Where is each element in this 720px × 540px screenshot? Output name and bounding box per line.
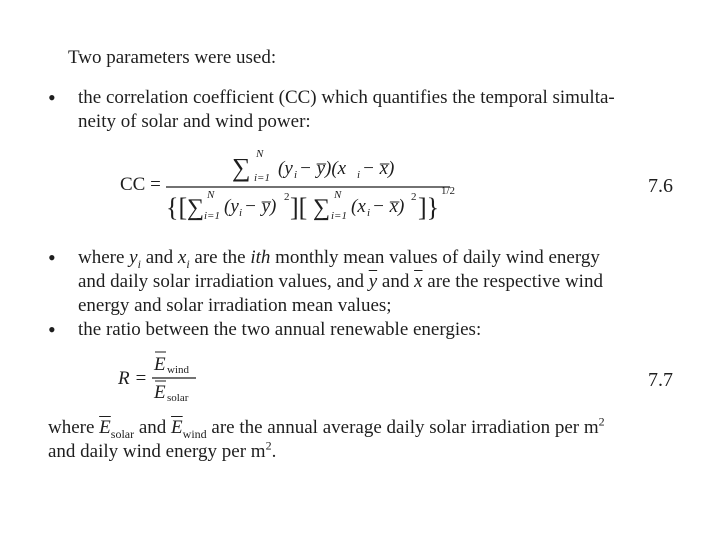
eq76-number: 7.6 [648, 175, 673, 197]
eq76-num-sub-i: i [294, 169, 298, 181]
eq76-num-y: (y [278, 158, 293, 179]
eq76-den-mid: ][ [290, 193, 308, 222]
eq76-den-open: {[ [166, 193, 188, 222]
eq76-den-sub-i2: i [367, 207, 371, 219]
bullet1-line2: neity of solar and wind power: [78, 111, 311, 132]
bullet-marker: • [48, 85, 56, 110]
eq76-num-lower: i=1 [254, 172, 270, 184]
bullet-marker: • [48, 317, 56, 342]
bullet2-line1: where $y_i$ and $x_i$ are the ith monthly mean values of daily wind energy [78, 247, 600, 271]
eq76-num-upper: N [256, 148, 264, 160]
eq77-lhs: R = [118, 368, 148, 389]
eq76-den-sq2: 2 [411, 191, 417, 203]
eq76-num-termb: − x̅) [362, 158, 395, 179]
eq76-lhs: CC = [120, 174, 161, 195]
eq76-den-lower2: i=1 [331, 210, 347, 222]
eq76-den-lower1: i=1 [204, 210, 220, 222]
bullet1-line1: the correlation coefficient (CC) which quantifies the temporal simulta- [78, 87, 615, 108]
eq76-den-x: (x [351, 196, 366, 217]
eq76-den-y: (y [224, 196, 239, 217]
closing-line2: and daily wind energy per $m^2$. [48, 438, 277, 462]
eq76-den-close: ]} [418, 193, 440, 222]
eq76-num-sum: ∑ [232, 153, 251, 182]
eq77-number: 7.7 [648, 369, 673, 391]
bullet2-line2: and daily solar irradiation values, and $\overline{y}$ and $\overline{x}$ are the respective wind [78, 271, 603, 292]
eq77-den-sub: solar [167, 392, 189, 404]
eq76-power: 1/2 [441, 185, 456, 197]
intro-text: Two parameters were used: [68, 47, 277, 68]
bullet2-line3: energy and solar irradiation mean values; [78, 295, 392, 316]
eq76-den-sub-i: i [239, 207, 243, 219]
eq77-den-E: E [154, 382, 166, 403]
closing-line1: where $\overline{E}_{solar}$ and $\overline{E}_{wind}$ are the annual average daily solar irradiation per $m^2$ [48, 414, 605, 441]
eq76-den-sum1: ∑ [187, 195, 205, 221]
eq76-den-upper1: N [207, 189, 215, 201]
eq76-den-upper2: N [334, 189, 342, 201]
eq76-den-sum2: ∑ [313, 195, 331, 221]
eq76-den-yrest: − y̅) [244, 196, 277, 217]
eq76-den-xrest: − x̅) [372, 196, 405, 217]
eq76-num-sub-i2: i [357, 169, 361, 181]
eq76-den-sq1: 2 [284, 191, 290, 203]
bullet-marker: • [48, 245, 56, 270]
eq77-num-E: E [154, 354, 166, 375]
eq76-num-terma: − y̅)(x [299, 158, 347, 179]
bullet3-line: the ratio between the two annual renewable energies: [78, 319, 482, 340]
eq77-num-sub: wind [167, 364, 189, 376]
